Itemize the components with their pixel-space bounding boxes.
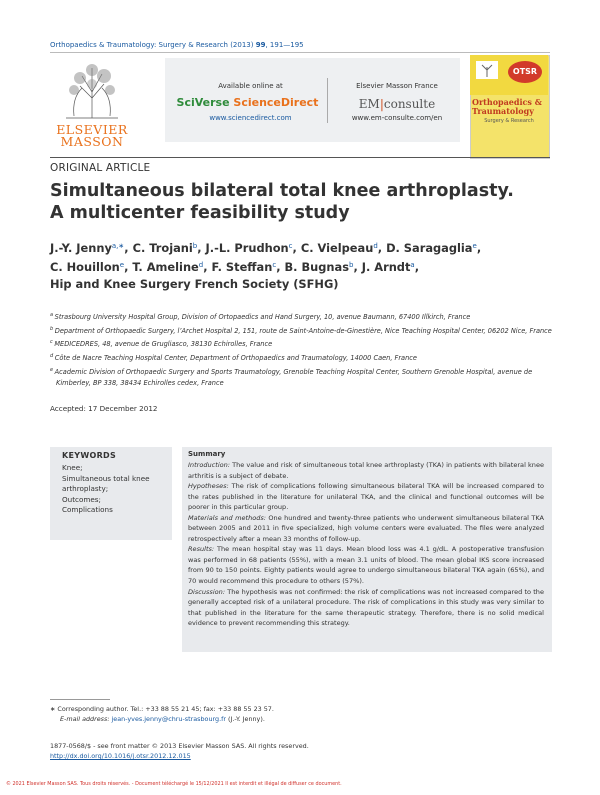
copyright-block: [50, 741, 530, 761]
author-name: F. Steffan: [211, 260, 273, 274]
author-name: J.-Y. Jenny: [50, 241, 112, 255]
author-separator: ,: [197, 241, 206, 255]
journal-reference[interactable]: [50, 41, 304, 49]
author-email-link[interactable]: jean-yves.jenny@chru-strasbourg.fr: [111, 715, 226, 723]
abstract-heading: Summary: [188, 450, 226, 458]
author-affiliation-mark[interactable]: a: [410, 261, 415, 269]
em-consulte-logo: EM|consulte: [358, 97, 436, 111]
author-separator: ,: [353, 260, 362, 274]
affiliation-text: Strasbourg University Hospital Group, Division of Ortopaedics and Hand Surgery, 10, avenue Baumann, 67400 Illkirch, France: [54, 313, 471, 322]
author-affiliation-mark[interactable]: e: [472, 242, 477, 250]
journal-ref-pages: , 191—195: [265, 41, 304, 49]
author-separator: ,: [203, 260, 212, 274]
author-affiliation-mark[interactable]: d: [198, 261, 204, 269]
author-name: D. Saragaglia: [386, 241, 473, 255]
affiliation-key: a: [50, 312, 55, 318]
author-separator: ,: [414, 260, 420, 274]
abstract-section-label: Hypotheses:: [188, 482, 229, 491]
author-name: C. Vielpeau: [300, 241, 374, 255]
abstract-section-text: The value and risk of simultaneous total knee arthroplasty (TKA) in patients with bilateral knee arthritis is a subject of debate.: [188, 461, 544, 480]
affiliation-item: [50, 310, 555, 324]
affiliation-item: [50, 324, 555, 338]
affiliation-text: Academic Division of Orthopaedic Surgery and Sports Traumatology, Grenoble Teaching Hospital Center, Southern Grenoble Hospital, avenue de Kimberley, BP 338, 38434 Echirolles cedex, France: [54, 367, 533, 388]
keywords-title: KEYWORDS: [62, 451, 117, 460]
author-lines: [50, 238, 560, 276]
author-separator: ,: [276, 260, 285, 274]
footnote-rule: [50, 699, 110, 700]
abstract-section-label: Discussion:: [188, 587, 226, 596]
author-name: C. Trojani: [132, 241, 193, 255]
keyword-item: Simultaneous total knee arthroplasty;: [62, 473, 150, 493]
author-line: [50, 257, 560, 276]
author-line: [50, 238, 560, 257]
author-affiliation-mark[interactable]: d: [373, 242, 378, 250]
keyword-item: Outcomes;: [62, 494, 101, 504]
sciencedirect-link[interactable]: www.sciencedirect.com: [209, 114, 292, 122]
author-separator: ,: [476, 241, 482, 255]
affiliation-key: b: [50, 325, 55, 332]
journal-ref-prefix: Orthopaedics & Traumatology: Surgery & Research (2013): [50, 41, 256, 49]
em-prefix: EM: [358, 97, 380, 111]
affiliation-text: Côte de Nacre Teaching Hospital Center, Department of Orthopaedics and Traumatology, 14000 Caen, France: [54, 354, 417, 363]
affiliation-item: [50, 337, 555, 351]
keywords-list: [62, 463, 162, 516]
abstract-section-label: Introduction:: [188, 461, 230, 469]
elsevier-masson-france-label: Elsevier Masson France: [356, 82, 438, 90]
affiliation-text: MEDICEDRES, 48, avenue de Grugliasco, 38130 Echirolles, France: [54, 340, 273, 349]
email-line: [50, 714, 530, 724]
download-watermark: © 2021 Elsevier Masson SAS. Tous droits réservés. - Document téléchargé le 15/12/2021 Il est interdit et illégal de diffuser ce document.: [6, 781, 342, 787]
doi-link[interactable]: http://dx.doi.org/10.1016/j.otsr.2012.12.015: [50, 752, 191, 760]
abstract-section-label: Materials and methods:: [188, 513, 267, 522]
em-consulte-link[interactable]: www.em-consulte.com/en: [351, 114, 443, 122]
article-title-line-1: Simultaneous bilateral total knee arthroplasty.: [50, 181, 514, 201]
sciverse-sciencedirect-logo: [165, 96, 330, 109]
author-affiliation-mark[interactable]: b: [192, 242, 198, 250]
author-group: Hip and Knee Surgery French Society (SFHG): [50, 277, 339, 291]
affiliations: [50, 310, 555, 390]
sciverse-name: SciVerse: [176, 96, 234, 109]
email-label: E-mail address:: [60, 715, 110, 723]
author-separator: ,: [292, 241, 301, 255]
abstract-section-label: Results:: [188, 545, 215, 554]
sciencedirect-name: ScienceDirect: [233, 96, 319, 109]
author-affiliation-mark[interactable]: e: [119, 261, 125, 269]
author-separator: ,: [124, 260, 133, 274]
author-list: [50, 238, 560, 293]
author-separator: ,: [124, 241, 133, 255]
author-affiliation-mark[interactable]: c: [272, 261, 277, 269]
em-consulte-name: consulte: [383, 97, 436, 111]
affiliation-key: d: [50, 353, 55, 360]
footnote: [50, 704, 530, 724]
affiliation-key: c: [50, 339, 55, 346]
accepted-date: Accepted: 17 December 2012: [50, 404, 158, 413]
author-name: J.-L. Prudhon: [205, 241, 289, 255]
keyword-item: Knee;: [62, 463, 83, 472]
author-name: C. Houillon: [50, 260, 120, 274]
keyword-item: Complications: [62, 505, 113, 514]
cover-journal-subtitle: Surgery & Research: [484, 118, 534, 124]
otsr-logo: OTSR: [508, 61, 542, 83]
affiliation-text: Department of Orthopaedic Surgery, l’Archet Hospital 2, 151, route de Saint-Antoine-de-Ginestière, Nice Teaching Hospital Center, 06202 Nice, France: [54, 326, 552, 335]
abstract-text: [188, 460, 544, 629]
article-title: [50, 180, 550, 224]
abstract-section-text: One hundred and twenty-three patients who underwent simultaneous bilateral TKA between 2005 and 2011 in five specialized, high volume centers were evaluated. The files were analyzed retrospectively after a mean 33 months of follow-up.: [188, 513, 544, 543]
elsevier-masson-logo: ELSEVIER MASSON: [56, 122, 128, 149]
author-name: J. Arndt: [361, 260, 411, 274]
abstract-section-text: The risk of complications following simultaneous bilateral TKA will be increased compared to the rates published in the literature for unilateral TKA, and the clinical and functional outcomes will be poorer in this particular group.: [188, 482, 544, 512]
header-bottom-rule: [50, 157, 550, 158]
affiliation-item: [50, 351, 555, 365]
affiliation-key: e: [50, 366, 55, 373]
header-rule: [50, 52, 550, 53]
abstract-section-text: The mean hospital stay was 11 days. Mean blood loss was 4.1 g/dL. A postoperative transfusion was performed in 68 patients (55%), with a mean 3.1 units of blood. The mean global IKS score increased from 90 to 150 points. Eighty patients would agree to undergo simultaneous bilateral TKA again (65%), and 70 would recommend this procedure to others (57%).: [188, 545, 544, 586]
journal-ref-volume: 99: [255, 41, 266, 49]
available-online-label: Available online at: [218, 82, 283, 90]
copyright-line: 1877-0568/$ - see front matter © 2013 Elsevier Masson SAS. All rights reserved.: [50, 742, 309, 750]
email-suffix: (J.-Y. Jenny).: [225, 715, 265, 723]
article-title-line-2: A multicenter feasibility study: [50, 203, 350, 223]
author-name: T. Ameline: [132, 260, 199, 274]
cover-journal-title: Orthopaedics & Traumatology: [472, 97, 542, 116]
article-type: ORIGINAL ARTICLE: [50, 162, 151, 174]
author-affiliation-mark[interactable]: a,∗: [111, 242, 125, 250]
corresponding-author: ∗ Corresponding author. Tel.: +33 88 55 21 45; fax: +33 88 55 23 57.: [50, 705, 274, 713]
author-affiliation-mark[interactable]: b: [348, 261, 354, 269]
author-name: B. Bugnas: [284, 260, 349, 274]
author-separator: ,: [377, 241, 387, 255]
abstract-section-text: The hypothesis was not confirmed: the risk of complications was not increased compared to the generally accepted risk of a unilateral procedure. The risk of complications in this study was very similar to that published in the literature for the same therapeutic strategy. Therefore, there is no solid medical evidence to prevent recommending this strategy.: [188, 587, 544, 628]
author-affiliation-mark[interactable]: c: [288, 242, 293, 250]
affiliation-item: [50, 365, 555, 390]
header-divider: [327, 78, 328, 123]
elsevier-mini-logo-icon: [476, 61, 498, 79]
